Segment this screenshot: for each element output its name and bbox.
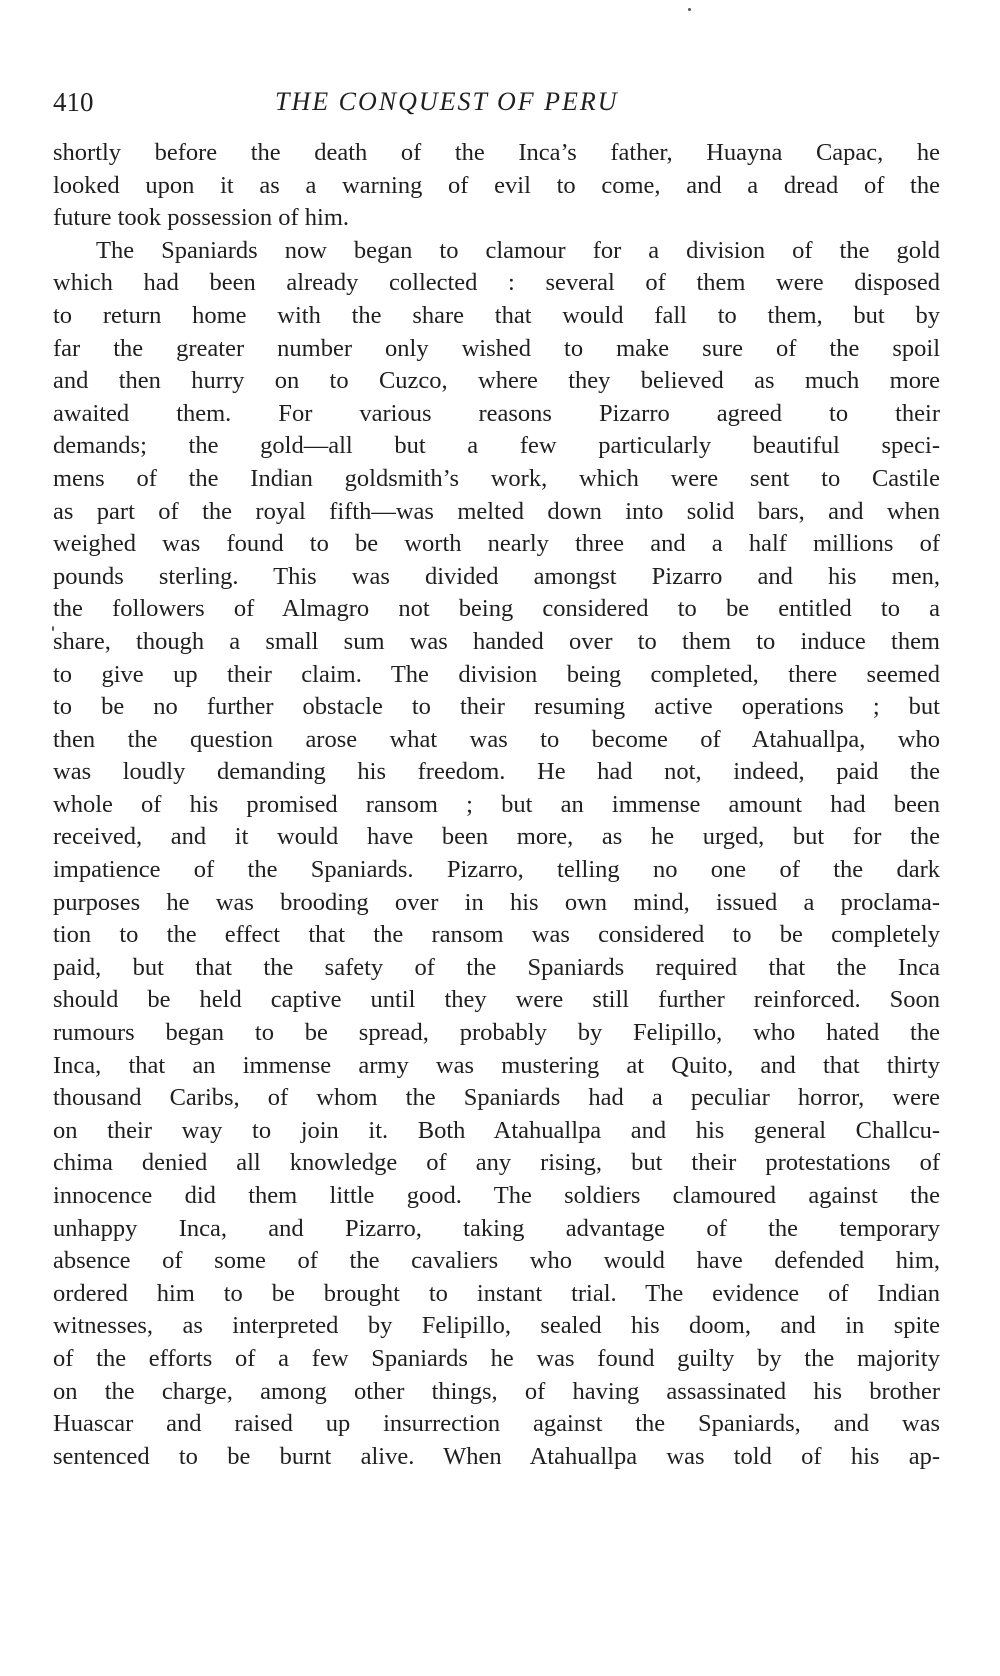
text-line: shortly before the death of the Inca’s father, Huayna Capac, he xyxy=(53,139,940,166)
text-line: The Spaniards now began to clamour for a division of the gold xyxy=(96,236,940,264)
text-line: on their way to join it. Both Atahuallpa and his general Challcu- xyxy=(53,1116,940,1144)
text-line: weighed was found to be worth nearly three and a half millions of xyxy=(53,530,940,558)
text-line: to return home with the share that would fall to them, but by xyxy=(53,301,940,329)
text-line: unhappy Inca, and Pizarro, taking advantage of the temporary xyxy=(53,1214,940,1242)
text-line: was loudly demanding his freedom. He had not, indeed, paid the xyxy=(53,758,940,786)
text-line: received, and it would have been more, as he urged, but for the xyxy=(53,823,940,851)
text-line: tion to the effect that the ransom was considered to be completely xyxy=(53,921,940,949)
text-line: future took possession of him. xyxy=(53,204,350,232)
body-text xyxy=(53,137,940,1473)
print-speck xyxy=(688,8,691,11)
text-line: awaited them. For various reasons Pizarro agreed to their xyxy=(53,399,940,427)
text-line: rumours began to be spread, probably by Felipillo, who hated the xyxy=(53,1019,940,1047)
text-line: on the charge, among other things, of having assassinated his brother xyxy=(53,1377,940,1405)
text-line: to be no further obstacle to their resuming active operations ; but xyxy=(53,693,940,721)
running-title: THE CONQUEST OF PERU xyxy=(275,87,619,116)
text-line: Huascar and raised up insurrection against the Spaniards, and was xyxy=(53,1410,940,1438)
text-line: looked upon it as a warning of evil to come, and a dread of the xyxy=(53,171,940,199)
text-line: ordered him to be brought to instant trial. The evidence of Indian xyxy=(53,1279,940,1307)
text-line: chima denied all knowledge of any rising, but their protestations of xyxy=(53,1149,940,1177)
text-line: pounds sterling. This was divided amongst Pizarro and his men, xyxy=(53,562,940,590)
text-line: thousand Caribs, of whom the Spaniards had a peculiar horror, were xyxy=(53,1084,940,1112)
text-line: share, though a small sum was handed over to them to induce them xyxy=(53,627,940,655)
text-line: demands; the gold—all but a few particularly beautiful speci- xyxy=(53,432,940,460)
text-line: to give up their claim. The division being completed, there seemed xyxy=(53,660,940,688)
text-line: the followers of Almagro not being considered to be entitled to a xyxy=(53,595,940,623)
page-number: 410 xyxy=(53,87,94,117)
text-line: paid, but that the safety of the Spaniards required that the Inca xyxy=(53,953,940,981)
text-line: absence of some of the cavaliers who would have defended him, xyxy=(53,1247,940,1275)
text-line: sentenced to be burnt alive. When Atahuallpa was told of his ap- xyxy=(53,1442,940,1470)
text-line: whole of his promised ransom ; but an immense amount had been xyxy=(53,790,940,818)
text-line: should be held captive until they were still further reinforced. Soon xyxy=(53,986,940,1014)
text-line: far the greater number only wished to make sure of the spoil xyxy=(53,334,940,362)
text-line: witnesses, as interpreted by Felipillo, sealed his doom, and in spite xyxy=(53,1312,940,1340)
text-line: purposes he was brooding over in his own mind, issued a proclama- xyxy=(53,888,940,916)
text-line: and then hurry on to Cuzco, where they believed as much more xyxy=(53,367,940,395)
text-line: mens of the Indian goldsmith’s work, which were sent to Castile xyxy=(53,464,940,492)
text-line: of the efforts of a few Spaniards he was found guilty by the majority xyxy=(53,1344,940,1372)
text-line: Inca, that an immense army was mustering at Quito, and that thirty xyxy=(53,1051,940,1079)
text-line: then the question arose what was to become of Atahuallpa, who xyxy=(53,725,940,753)
text-line: which had been already collected : several of them were disposed xyxy=(53,269,940,297)
page-header xyxy=(53,82,940,122)
text-line: as part of the royal fifth—was melted down into solid bars, and when xyxy=(53,497,940,525)
text-line: innocence did them little good. The soldiers clamoured against the xyxy=(53,1182,940,1209)
text-line: impatience of the Spaniards. Pizarro, telling no one of the dark xyxy=(53,856,940,884)
